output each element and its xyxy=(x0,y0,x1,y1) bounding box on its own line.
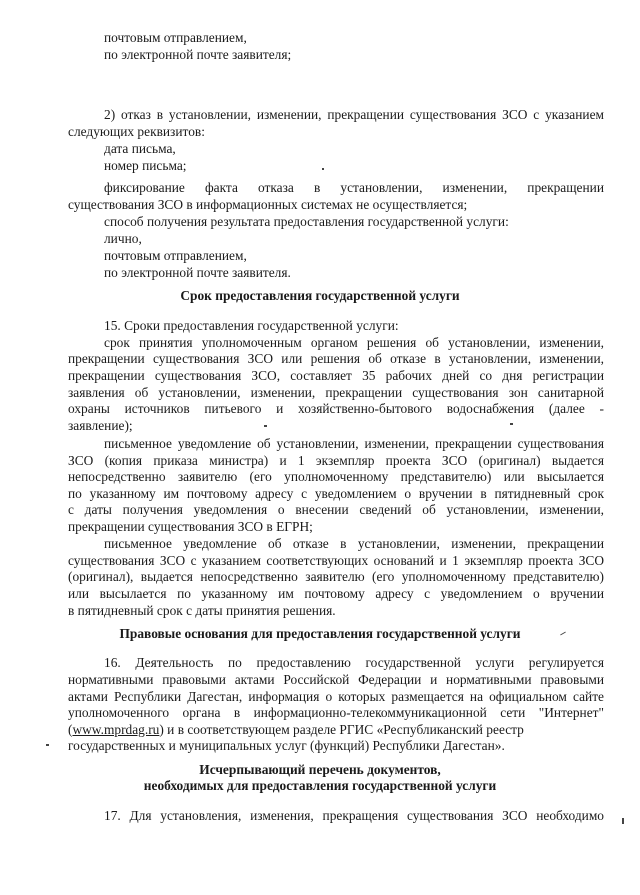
scan-speck xyxy=(510,423,513,425)
text-line: прекращении существования ЗСО или решения об отказе в установлении, изменении, xyxy=(68,351,604,366)
text-line: письменное уведомление об отказе в установлении, изменении, прекращении xyxy=(104,536,604,551)
scan-speck xyxy=(322,168,324,170)
text-line: по электронной почте заявителя. xyxy=(104,265,291,280)
text-line: в пятидневный срок с даты принятия решения. xyxy=(68,603,336,618)
text-line: номер письма; xyxy=(104,158,187,173)
text-line: по электронной почте заявителя; xyxy=(104,47,292,62)
text-line: с даты получения уведомления о внесении сведений об установлении, изменении, xyxy=(68,502,604,517)
text-line: существования ЗСО в информационных системах не осуществляется; xyxy=(68,197,468,212)
text-line: прекращении существования ЗСО, составляет 35 рабочих дней со дня регистрации xyxy=(68,368,604,383)
text-line: способ получения результата предоставления государственной услуги: xyxy=(104,214,509,229)
text-line: 15. Сроки предоставления государственной услуги: xyxy=(104,318,399,333)
text-line: охраны источников питьевого и хозяйственно-бытового водоснабжения (далее - xyxy=(68,401,604,416)
text-line: или высылается по указанному им почтовому адресу с уведомлением о вручении xyxy=(68,586,604,601)
text-line: прекращении существования ЗСО в ЕГРН; xyxy=(68,519,313,534)
text-line: непосредственно заявителю (его уполномоченному представителю) или высылается xyxy=(68,469,604,484)
scan-speck xyxy=(264,425,267,427)
text-line: существования ЗСО с указанием соответствующих оснований и 1 экземпляр проекта ЗСО xyxy=(68,553,604,568)
text-line: (оригинал), выдается непосредственно заявителю (его уполномоченному представителю) xyxy=(68,569,604,584)
text-run: ) и в соответствующем разделе РГИС «Республиканский реестр xyxy=(159,722,524,737)
text-line: почтовым отправлением, xyxy=(104,248,247,263)
scan-speck xyxy=(46,744,49,746)
text-line: нормативными правовыми актами Российской Федерации и нормативными правовыми xyxy=(68,672,604,687)
section-heading: Правовые основания для предоставления государственной услуги xyxy=(119,626,521,641)
text-line: дата письма, xyxy=(104,141,176,156)
text-line: 17. Для установления, изменения, прекращения существования ЗСО необходимо xyxy=(104,808,604,823)
text-line: письменное уведомление об установлении, изменении, прекращении существования xyxy=(104,436,604,451)
section-heading: Исчерпывающий перечень документов, xyxy=(199,762,441,777)
text-line: ЗСО (копия приказа министра) и 1 экземпляр проекта ЗСО (оригинал) выдается xyxy=(68,453,604,468)
text-line: 16. Деятельность по предоставлению государственной услуги регулируется xyxy=(104,655,604,670)
scan-speck xyxy=(622,818,624,824)
text-line: лично, xyxy=(104,231,142,246)
text-line: почтовым отправлением, xyxy=(104,30,247,45)
text-line: фиксирование факта отказа в установлении, изменении, прекращении xyxy=(104,180,604,195)
text-line: следующих реквизитов: xyxy=(68,124,205,139)
text-line: заявление); xyxy=(68,418,133,433)
text-line: по указанному им почтовому адресу с уведомлением о вручении в пятидневный срок xyxy=(68,486,604,501)
section-heading: необходимых для предоставления государственной услуги xyxy=(143,778,497,793)
text-line: государственных и муниципальных услуг (функций) Республики Дагестан». xyxy=(68,738,505,753)
text-line: срок принятия уполномоченным органом решения об установлении, изменении, xyxy=(104,335,604,350)
text-line: актами Республики Дагестан, информация о которых размещается на официальном сайте xyxy=(68,689,604,704)
text-line: 2) отказ в установлении, изменении, прекращении существования ЗСО с указанием xyxy=(104,107,604,122)
section-heading: Срок предоставления государственной услуги xyxy=(180,288,460,303)
paren-open: ( xyxy=(68,722,73,737)
text-line: заявления об установлении, изменении, прекращении существования зон санитарной xyxy=(68,385,604,400)
text-line xyxy=(68,722,604,738)
website-link[interactable]: www.mprdag.ru xyxy=(72,722,160,737)
text-line: уполномоченного органа в информационно-телекоммуникационной сети "Интернет" xyxy=(68,705,604,720)
